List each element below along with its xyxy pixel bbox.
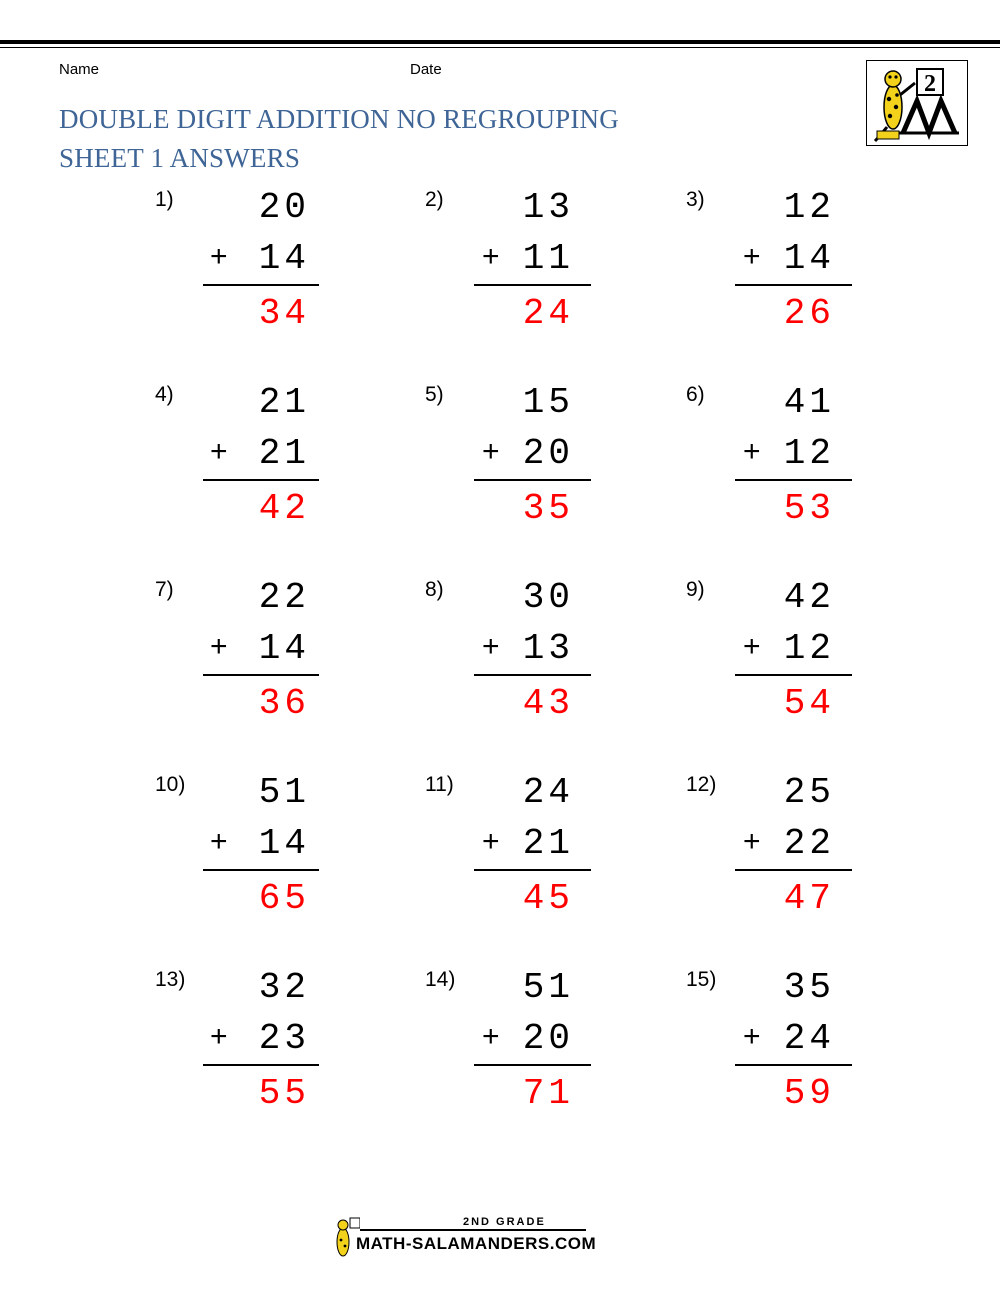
answer: 35 [522,488,574,529]
addend-bottom: 14 [258,823,310,864]
top-rule-thin [0,47,1000,48]
problem-number: 6) [686,383,705,406]
addend-top: 24 [522,772,574,813]
plus-sign: + [743,240,761,273]
top-rule [0,40,1000,44]
addend-top: 35 [783,967,835,1008]
addend-top: 25 [783,772,835,813]
addend-bottom: 24 [783,1018,835,1059]
footer-rule [360,1229,586,1231]
problem-number: 2) [425,188,444,211]
plus-sign: + [210,240,228,273]
problem-number: 11) [425,773,454,796]
addend-top: 22 [258,577,310,618]
addend-bottom: 11 [522,238,574,279]
problem-13 [155,968,415,1148]
problem-number: 7) [155,578,174,601]
addend-top: 15 [522,382,574,423]
sum-rule [735,674,852,676]
sum-rule [474,1064,591,1066]
addend-bottom: 13 [522,628,574,669]
date-label: Date [410,61,442,78]
problem-number: 3) [686,188,705,211]
plus-sign: + [743,1020,761,1053]
problem-4 [155,383,415,563]
answer: 55 [258,1073,310,1114]
answer: 54 [783,683,835,724]
addend-top: 51 [522,967,574,1008]
answer: 26 [783,293,835,334]
plus-sign: + [482,825,500,858]
problem-number: 15) [686,968,717,991]
plus-sign: + [210,825,228,858]
answer: 24 [522,293,574,334]
sum-rule [735,284,852,286]
addend-top: 41 [783,382,835,423]
answer: 71 [522,1073,574,1114]
plus-sign: + [482,630,500,663]
addend-bottom: 20 [522,1018,574,1059]
sum-rule [735,869,852,871]
problem-10 [155,773,415,953]
answer: 53 [783,488,835,529]
problem-6 [686,383,946,563]
answer: 65 [258,878,310,919]
plus-sign: + [482,435,500,468]
problem-number: 8) [425,578,444,601]
answer: 59 [783,1073,835,1114]
worksheet-title: DOUBLE DIGIT ADDITION NO REGROUPING [59,104,619,134]
addend-bottom: 14 [783,238,835,279]
sum-rule [474,869,591,871]
problem-number: 10) [155,773,186,796]
sum-rule [735,479,852,481]
addend-top: 30 [522,577,574,618]
problem-2 [425,188,685,368]
problem-5 [425,383,685,563]
sum-rule [474,674,591,676]
salamander-logo [866,60,968,146]
worksheet-subtitle: SHEET 1 ANSWERS [59,143,301,173]
answer: 43 [522,683,574,724]
answer: 36 [258,683,310,724]
problem-number: 9) [686,578,705,601]
plus-sign: + [743,435,761,468]
plus-sign: + [210,435,228,468]
sum-rule [203,479,319,481]
logo-digit: 2 [924,71,936,97]
addend-bottom: 12 [783,628,835,669]
problem-1 [155,188,415,368]
sum-rule [203,674,319,676]
problem-number: 4) [155,383,174,406]
problem-11 [425,773,685,953]
problem-12 [686,773,946,953]
footer-site-name: MATH-SALAMANDERS.COM [356,1234,597,1253]
problem-7 [155,578,415,758]
problem-15 [686,968,946,1148]
addend-top: 21 [258,382,310,423]
problem-number: 13) [155,968,186,991]
addend-top: 32 [258,967,310,1008]
footer-logo [330,1216,622,1262]
plus-sign: + [482,1020,500,1053]
salamander-logo-icon [867,61,967,145]
addend-top: 13 [522,187,574,228]
sum-rule [474,479,591,481]
problem-9 [686,578,946,758]
sum-rule [203,284,319,286]
addend-bottom: 14 [258,238,310,279]
plus-sign: + [210,1020,228,1053]
answer: 47 [783,878,835,919]
addend-top: 20 [258,187,310,228]
sum-rule [474,284,591,286]
problem-number: 12) [686,773,717,796]
problem-8 [425,578,685,758]
addend-bottom: 23 [258,1018,310,1059]
addend-top: 12 [783,187,835,228]
addend-bottom: 14 [258,628,310,669]
addend-bottom: 21 [522,823,574,864]
footer-grade: 2ND GRADE [463,1216,546,1228]
addend-bottom: 21 [258,433,310,474]
plus-sign: + [743,630,761,663]
plus-sign: + [743,825,761,858]
problem-number: 1) [155,188,174,211]
answer: 42 [258,488,310,529]
answer: 34 [258,293,310,334]
problem-3 [686,188,946,368]
addend-bottom: 20 [522,433,574,474]
sum-rule [735,1064,852,1066]
problem-number: 5) [425,383,444,406]
answer: 45 [522,878,574,919]
addend-top: 51 [258,772,310,813]
plus-sign: + [482,240,500,273]
addend-top: 42 [783,577,835,618]
addend-bottom: 12 [783,433,835,474]
addend-bottom: 22 [783,823,835,864]
problem-number: 14) [425,968,456,991]
sum-rule [203,1064,319,1066]
sum-rule [203,869,319,871]
name-label: Name [59,61,100,78]
plus-sign: + [210,630,228,663]
problem-14 [425,968,685,1148]
